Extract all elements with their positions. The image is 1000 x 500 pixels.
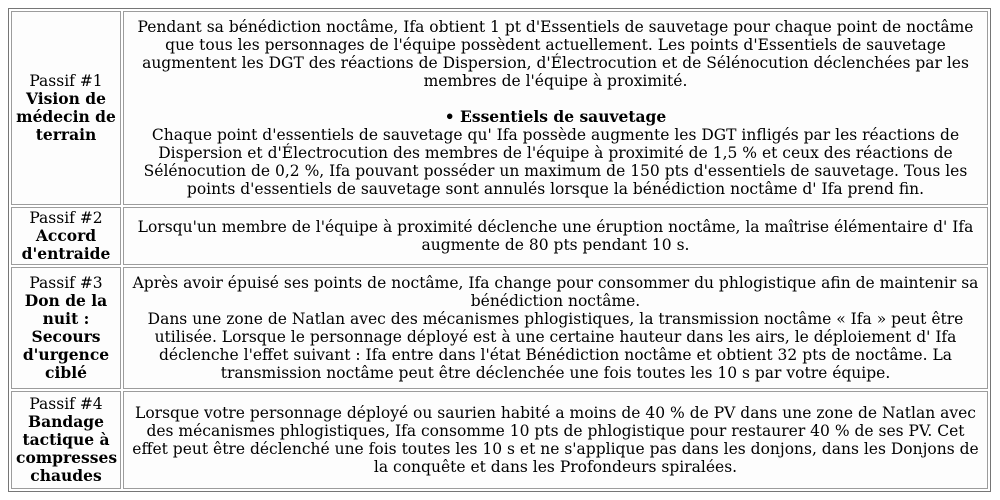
description-paragraph: Après avoir épuisé ses points de noctâme, Ifa change pour consommer du phlogistique afin de maintenir sa bénédiction noctâme. xyxy=(132,274,979,310)
passives-table xyxy=(8,8,991,492)
description-paragraph: Chaque point d'essentiels de sauvetage qu' Ifa possède augmente les DGT infligés par les réactions de Dispersion et d'Électrocution des membres de l'équipe à proximité de 1,5 % et ceux des réactions de Sélénocution de 0,2 %, Ifa pouvant posséder un maximum de 150 pts d'essentiels de sauvetage. Tous les points d'essentiels de sauvetage sont annulés lorsque la bénédiction noctâme d' Ifa prend fin. xyxy=(143,126,968,198)
passive-label-cell xyxy=(11,391,121,489)
passive-row-2 xyxy=(11,207,988,265)
passive-name: Bandage tactique à compresses chaudes xyxy=(16,412,118,485)
passive-row-3 xyxy=(11,267,988,389)
passive-row-1 xyxy=(11,11,988,205)
description-paragraph: Lorsque votre personnage déployé ou saurien habité a moins de 40 % de PV dans une zone de Natlan avec des mécanismes phlogistiques, Ifa consomme 10 pts de phlogistique pour restaurer 40 % de ses PV. Cet effet peut être déclenché une fois toutes les 10 s et ne s'applique pas dans les donjons, dans les Donjons de la conquête et dans les Profondeurs spiralées. xyxy=(132,404,979,476)
passive-label: Passif #1 xyxy=(29,72,103,90)
passive-label: Passif #2 xyxy=(29,209,103,227)
passive-label: Passif #4 xyxy=(29,395,103,413)
description-paragraph: Lorsqu'un membre de l'équipe à proximité déclenche une éruption noctâme, la maîtrise élémentaire d' Ifa augmente de 80 pts pendant 10 s. xyxy=(137,218,974,254)
passive-name: Don de la nuit : Secours d'urgence ciblé xyxy=(22,291,110,382)
passive-label-cell xyxy=(11,207,121,265)
bullet-heading: • Essentiels de sauvetage xyxy=(444,107,667,126)
passive-name: Accord d'entraide xyxy=(21,226,111,263)
description-paragraph: Dans une zone de Natlan avec des mécanismes phlogistiques, la transmission noctâme « Ifa » peut être utilisée. Lorsque le personnage déployé est à une certaine hauteur dans les airs, le déploiement d' Ifa déclenche l'effet suivant : Ifa entre dans l'état Bénédiction noctâme et obtient 32 pts de noctâme. La transmission noctâme peut être déclenchée une fois toutes les 10 s par votre équipe. xyxy=(147,310,964,382)
passive-description-cell xyxy=(123,267,988,389)
passive-label: Passif #3 xyxy=(29,274,103,292)
passive-row-4 xyxy=(11,391,988,489)
passive-description-cell xyxy=(123,391,988,489)
paragraph-spacer xyxy=(128,90,983,108)
passive-label-cell xyxy=(11,267,121,389)
description-paragraph: Pendant sa bénédiction noctâme, Ifa obtient 1 pt d'Essentiels de sauvetage pour chaque point de noctâme que tous les personnages de l'équipe possèdent actuellement. Les points d'Essentiels de sauvetage augmentent les DGT des réactions de Dispersion, d'Électrocution et de Sélénocution déclenchées par les membres de l'équipe à proximité. xyxy=(137,18,974,90)
passive-description-cell xyxy=(123,11,988,205)
passive-label-cell xyxy=(11,11,121,205)
passive-description-cell xyxy=(123,207,988,265)
passive-name: Vision de médecin de terrain xyxy=(16,89,116,144)
